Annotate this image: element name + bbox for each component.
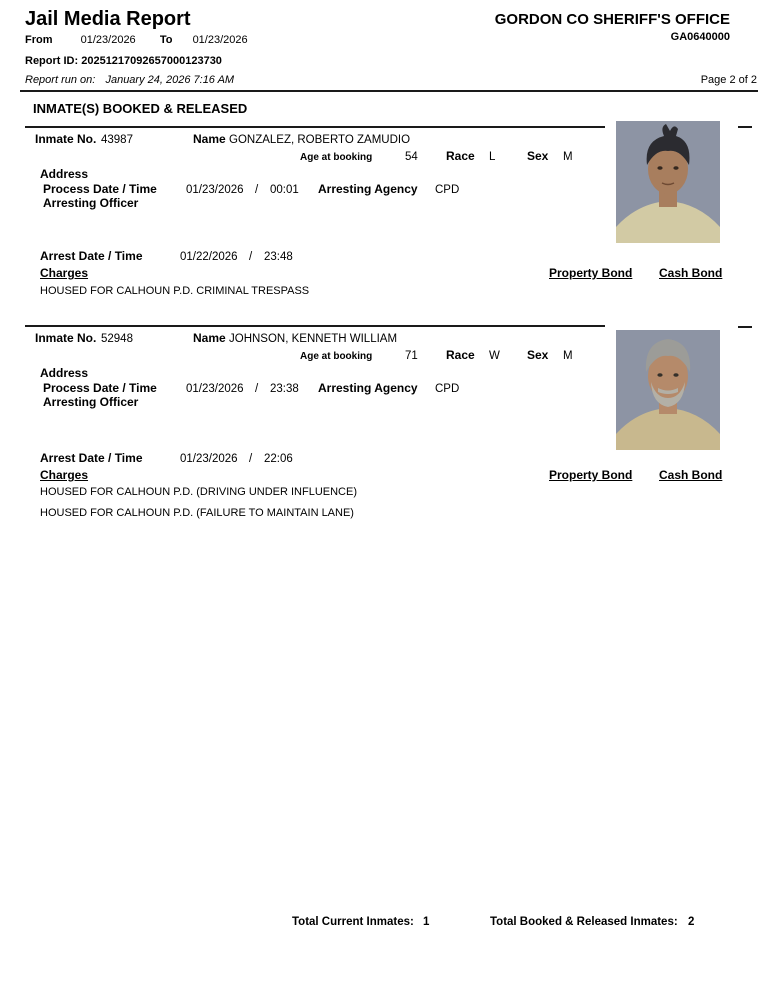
- office-name: GORDON CO SHERIFF'S OFFICE: [494, 11, 730, 28]
- process-time-value: 00:01: [270, 184, 299, 196]
- name-label: Name: [193, 132, 226, 146]
- name-value: JOHNSON, KENNETH WILLIAM: [229, 333, 398, 345]
- arresting-agency-value: CPD: [435, 184, 460, 196]
- age-value: 54: [405, 151, 418, 163]
- race-label: Race: [446, 348, 475, 362]
- arrest-label: Arrest Date / Time: [40, 451, 143, 465]
- inmate-no-value: 43987: [101, 134, 133, 146]
- address-label: Address: [40, 167, 89, 181]
- slash: /: [249, 251, 253, 263]
- age-value: 71: [405, 350, 418, 362]
- age-label: Age at booking: [300, 351, 373, 362]
- run-on-value: January 24, 2026 7:16 AM: [105, 74, 235, 86]
- arresting-officer-label: Arresting Officer: [43, 395, 139, 409]
- cash-bond-label: Cash Bond: [659, 468, 723, 482]
- inmate-no-label: Inmate No.: [35, 331, 97, 345]
- total-current-label: Total Current Inmates:: [292, 916, 414, 928]
- total-released-label: Total Booked & Released Inmates:: [490, 916, 678, 928]
- dash-mark: [738, 326, 752, 328]
- date-range: [25, 34, 248, 47]
- office-code: GA0640000: [670, 31, 730, 43]
- race-value: L: [489, 151, 496, 163]
- arrest-time-value: 23:48: [264, 251, 293, 263]
- inmate-divider: [25, 126, 605, 128]
- section-title: INMATE(S) BOOKED & RELEASED: [33, 101, 248, 116]
- arrest-date-value: 01/23/2026: [180, 453, 238, 465]
- right-eye: [673, 373, 678, 377]
- race-label: Race: [446, 149, 475, 163]
- race-value: W: [489, 350, 500, 362]
- process-date-value: 01/23/2026: [186, 383, 244, 395]
- property-bond-label: Property Bond: [549, 266, 633, 280]
- name-label: Name: [193, 331, 226, 345]
- sex-value: M: [563, 151, 573, 163]
- header-divider: [20, 90, 758, 92]
- dash-mark: [738, 126, 752, 128]
- left-eye: [657, 373, 662, 377]
- sex-value: M: [563, 350, 573, 362]
- inmate-divider: [25, 325, 605, 327]
- left-eye: [657, 166, 662, 170]
- slash: /: [255, 383, 259, 395]
- process-date-value: 01/23/2026: [186, 184, 244, 196]
- total-released-value: 2: [688, 916, 695, 928]
- page-indicator: Page 2 of 2: [700, 74, 757, 86]
- sex-label: Sex: [527, 149, 549, 163]
- charges-label: Charges: [40, 266, 89, 280]
- arrest-date-value: 01/22/2026: [180, 251, 238, 263]
- arresting-agency-label: Arresting Agency: [318, 381, 418, 395]
- mugshot-photo: [616, 121, 720, 243]
- age-label: Age at booking: [300, 152, 373, 163]
- mugshot-photo: [616, 330, 720, 450]
- charge-line: HOUSED FOR CALHOUN P.D. (FAILURE TO MAINTAIN LANE): [40, 507, 354, 519]
- arresting-agency-value: CPD: [435, 383, 460, 395]
- slash: /: [249, 453, 253, 465]
- cash-bond-label: Cash Bond: [659, 266, 723, 280]
- arrest-time-value: 22:06: [264, 453, 293, 465]
- process-label: Process Date / Time: [43, 381, 157, 395]
- report-title: Jail Media Report: [25, 8, 191, 30]
- charge-line: HOUSED FOR CALHOUN P.D. CRIMINAL TRESPASS: [40, 285, 310, 297]
- report-run-on: [25, 74, 234, 87]
- to-label: To: [159, 34, 173, 46]
- arrest-label: Arrest Date / Time: [40, 249, 143, 263]
- to-date-value: 01/23/2026: [192, 34, 248, 46]
- charge-line: HOUSED FOR CALHOUN P.D. (DRIVING UNDER INFLUENCE): [40, 486, 357, 498]
- total-current-value: 1: [423, 916, 430, 928]
- name-value: GONZALEZ, ROBERTO ZAMUDIO: [229, 134, 411, 146]
- process-time-value: 23:38: [270, 383, 299, 395]
- charges-label: Charges: [40, 468, 89, 482]
- arresting-agency-label: Arresting Agency: [318, 182, 418, 196]
- arresting-officer-label: Arresting Officer: [43, 196, 139, 210]
- address-label: Address: [40, 366, 89, 380]
- inmate-no-value: 52948: [101, 333, 133, 345]
- from-date-value: 01/23/2026: [80, 34, 136, 46]
- property-bond-label: Property Bond: [549, 468, 633, 482]
- inmate-no-label: Inmate No.: [35, 132, 97, 146]
- run-on-label: Report run on:: [25, 74, 96, 86]
- sex-label: Sex: [527, 348, 549, 362]
- from-label: From: [25, 34, 53, 46]
- right-eye: [673, 166, 678, 170]
- process-label: Process Date / Time: [43, 182, 157, 196]
- slash: /: [255, 184, 259, 196]
- report-id: Report ID: 20251217092657000123730: [25, 55, 222, 67]
